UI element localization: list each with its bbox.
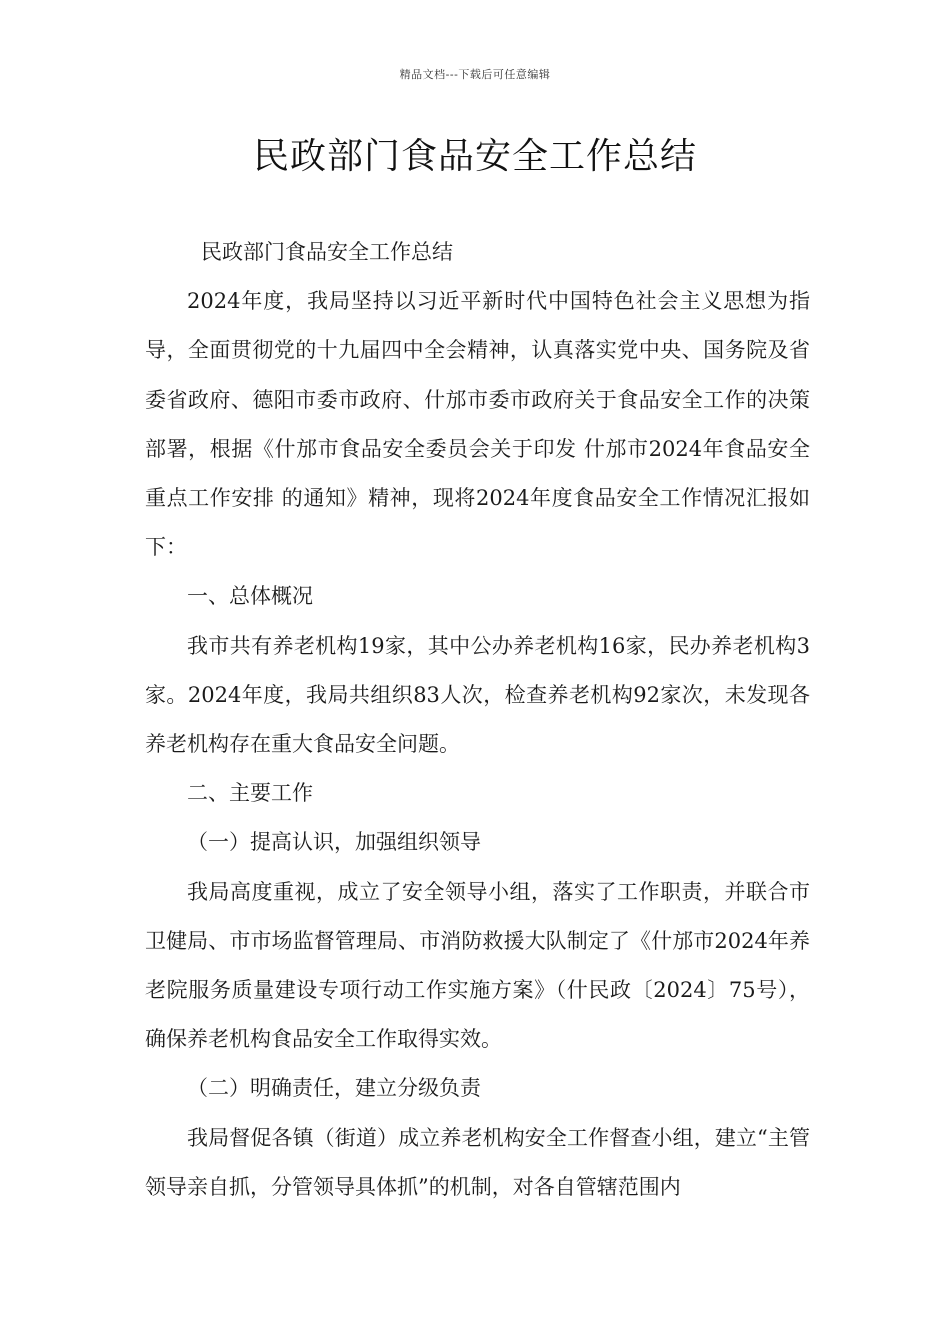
document-title: 民政部门食品安全工作总结 — [252, 136, 697, 177]
subsection-heading-1: （一）提高认识，加强组织领导 — [187, 830, 481, 855]
section-heading-main-work: 二、主要工作 — [187, 781, 313, 806]
document-body — [145, 228, 810, 1212]
section-heading-overview: 一、总体概况 — [187, 584, 313, 609]
overview-paragraph: 我市共有养老机构19家，其中公办养老机构16家，民办养老机构3家。2024年度，我局共组织83人次，检查养老机构92家次，未发现各养老机构存在重大食品安全问题。 — [145, 633, 810, 757]
intro-paragraph: 2024年度，我局坚持以习近平新时代中国特色社会主义思想为指导，全面贯彻党的十九届四中全会精神，认真落实党中央、国务院及省委省政府、德阳市委市政府、什邡市委市政府关于食品安全工作的决策部署，根据《什邡市食品安全委员会关于印发 什邡市2024年食品安全重点工作安排 的通知》精神，现将2024年度食品安全工作情况汇报如下： — [145, 289, 810, 560]
subsection-heading-2: （二）明确责任，建立分级负责 — [187, 1076, 481, 1101]
subsection-1-paragraph: 我局高度重视，成立了安全领导小组，落实了工作职责，并联合市卫健局、市市场监督管理局、市消防救援大队制定了《什邡市2024年养老院服务质量建设专项行动工作实施方案》（什民政〔2024〕75号），确保养老机构食品安全工作取得实效。 — [145, 879, 810, 1052]
subsection-2-paragraph: 我局督促各镇（街道）成立养老机构安全工作督查小组，建立“主管领导亲自抓，分管领导具体抓”的机制，对各自管辖范围内 — [145, 1125, 810, 1199]
subtitle-paragraph: 民政部门食品安全工作总结 — [201, 240, 453, 264]
header-note: 精品文档---下载后可任意编辑 — [399, 68, 551, 81]
